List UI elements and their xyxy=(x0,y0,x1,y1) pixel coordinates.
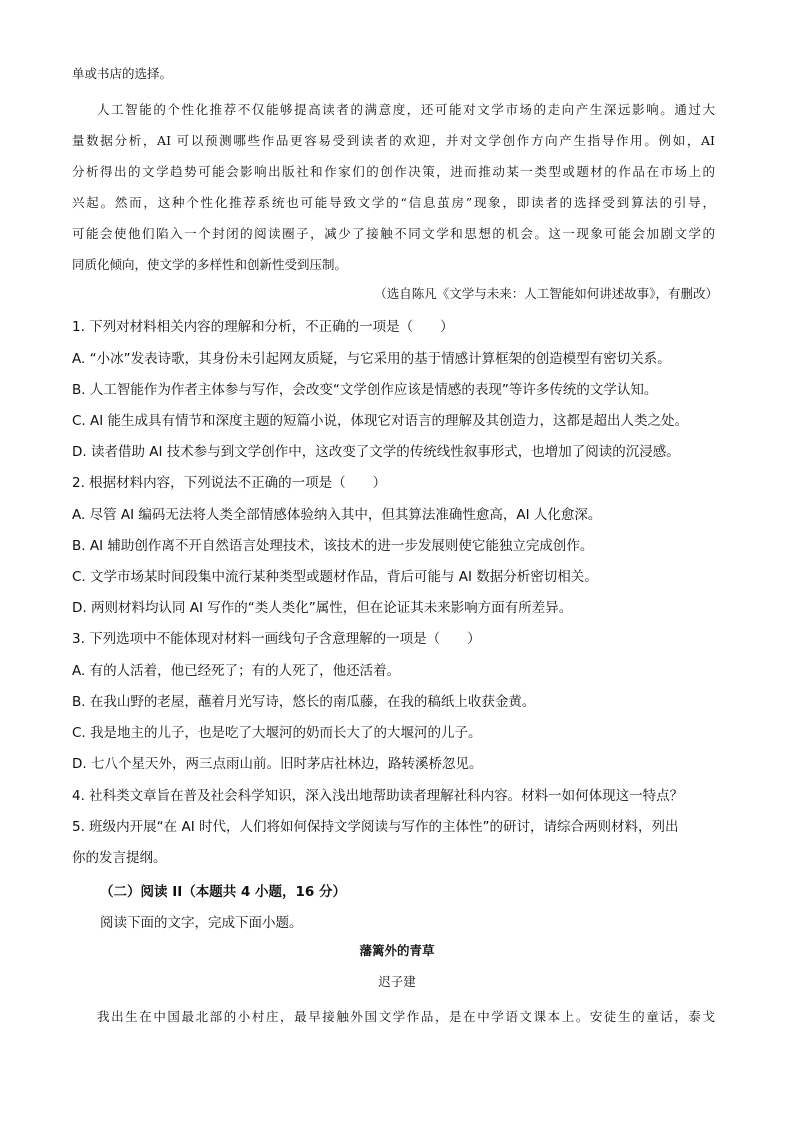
passage-line: 量数据分析，AI 可以预测哪些作品更容易受到读者的欢迎，并对文学创作方向产生指导作用。例如，AI xyxy=(72,133,715,148)
passage-continuation-line: 单或书店的选择。 xyxy=(72,66,173,81)
question-1-stem: 1. 下列对材料相关内容的理解和分析，不正确的一项是（ ） xyxy=(72,319,454,335)
question-2-stem: 2. 根据材料内容，下列说法不正确的一项是（ ） xyxy=(72,475,387,491)
question-2-option-b: B. AI 辅助创作离不开自然语言处理技术，该技术的进一步发展则使它能独立完成创作。 xyxy=(72,538,594,554)
question-2-option-a: A. 尽管 AI 编码无法将人类全部情感体验纳入其中，但其算法准确性愈高，AI 人化愈深。 xyxy=(72,507,602,523)
question-2-option-c: C. 文学市场某时间段集中流行某种类型或题材作品，背后可能与 AI 数据分析密切相关。 xyxy=(72,569,598,585)
section-heading: （二）阅读 II（本题共 4 小题，16 分） xyxy=(100,884,347,900)
question-3-option-b: B. 在我山野的老屋，蘸着月光写诗，悠长的南瓜藤，在我的稿纸上收获金黄。 xyxy=(72,694,536,710)
question-1-option-d: D. 读者借助 AI 技术参与到文学创作中，这改变了文学的传统线性叙事形式，也增加了阅读的沉浸感。 xyxy=(72,444,680,460)
question-1-option-b: B. 人工智能作为作者主体参与写作，会改变“文学创作应该是情感的表现”等许多传统的文学认知。 xyxy=(72,382,658,398)
question-1-option-c: C. AI 能生成具有情节和深度主题的短篇小说，体现它对语言的理解及其创造力，这都是超出人类之处。 xyxy=(72,413,689,429)
story-paragraph xyxy=(72,1001,715,1032)
passage-line: 兴起。然而，这种个性化推荐系统也可能导致文学的“信息茧房”现象，即读者的选择受到算法的引导， xyxy=(72,195,715,210)
question-3-option-a: A. 有的人活着，他已经死了；有的人死了，他还活着。 xyxy=(72,663,401,679)
passage-line: 分析得出的文学趋势可能会影响出版社和作家们的创作决策，进而推动某一类型或题材的作品在市场上的 xyxy=(72,164,715,179)
question-3-stem: 3. 下列选项中不能体现对材料一画线句子含意理解的一项是（ ） xyxy=(72,631,481,647)
question-5-line-2: 你的发言提纲。 xyxy=(72,850,167,866)
passage-line: 同质化倾向，使文学的多样性和创新性受到压制。 xyxy=(72,257,348,272)
question-5-line-1: 5. 班级内开展“在 AI 时代，人们将如何保持文学阅读与写作的主体性”的研讨，请综合两则材料，列出 xyxy=(72,819,679,835)
reading-instruction: 阅读下面的文字，完成下面小题。 xyxy=(100,915,303,931)
passage-line: 人工智能的个性化推荐不仅能够提高读者的满意度，还可能对文学市场的走向产生深远影响。通过大 xyxy=(97,102,715,117)
question-3-option-c: C. 我是地主的儿子，也是吃了大堰河的奶而长大了的大堰河的儿子。 xyxy=(72,725,482,741)
question-3-option-d: D. 七八个星天外，两三点雨山前。旧时茅店社林边，路转溪桥忽见。 xyxy=(72,756,483,772)
story-line: 我出生在中国最北部的小村庄，最早接触外国文学作品，是在中学语文课本上。安徒生的童话，泰戈 xyxy=(97,1009,715,1024)
passage-line: 可能会使他们陷入一个封闭的阅读圈子，减少了接触不同文学和思想的机会。这一现象可能会加剧文学的 xyxy=(72,226,715,241)
question-4: 4. 社科类文章旨在普及社会科学知识，深入浅出地帮助读者理解社科内容。材料一如何体现这一特点？ xyxy=(72,788,684,804)
story-title: 藩篱外的青草 xyxy=(359,943,435,958)
story-author: 迟子建 xyxy=(378,974,416,989)
passage-paragraph xyxy=(72,94,715,280)
question-1-option-a: A. “小冰”发表诗歌，其身份未引起网友质疑，与它采用的基于情感计算框架的创造模型有密切关系。 xyxy=(72,351,671,367)
passage-source-note: （选自陈凡《文学与未来：人工智能如何讲述故事》，有删改） xyxy=(374,286,718,301)
question-2-option-d: D. 两则材料均认同 AI 写作的“类人类化”属性，但在论证其未来影响方面有所差异。 xyxy=(72,600,573,616)
